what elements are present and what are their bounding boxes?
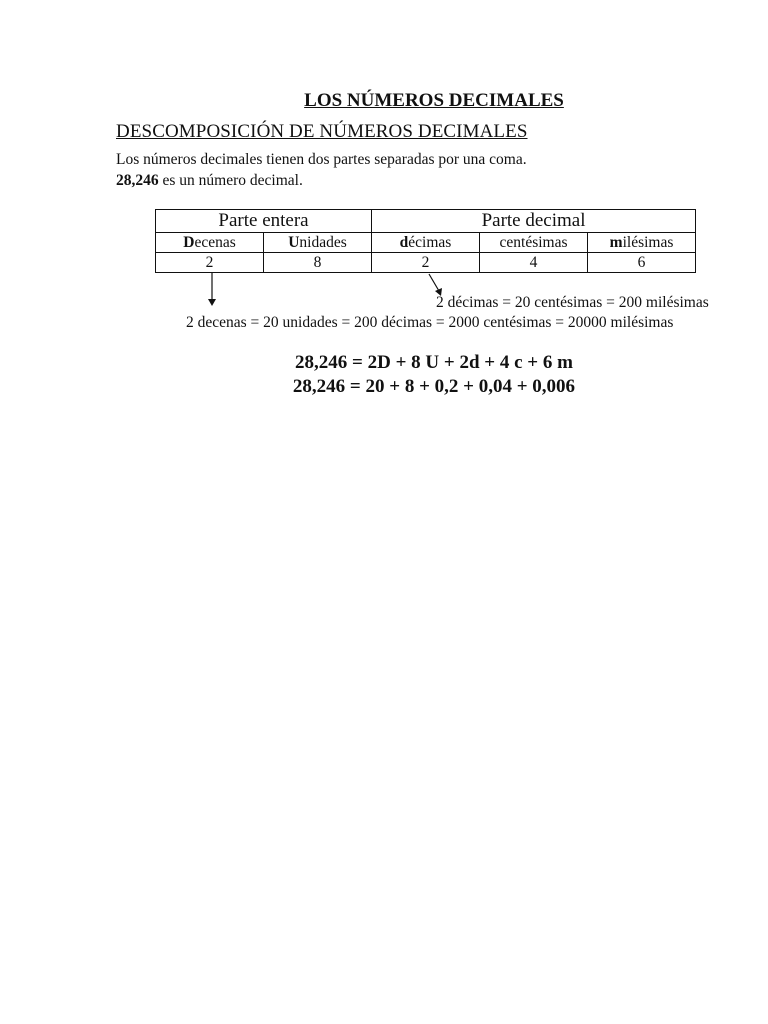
decomposition-equation-2: 28,246 = 20 + 8 + 0,2 + 0,04 + 0,006 bbox=[292, 376, 576, 397]
intro-paragraph: Los números decimales tienen dos partes separadas por una coma. bbox=[116, 151, 527, 168]
page-title: LOS NÚMEROS DECIMALES bbox=[304, 90, 564, 111]
header-unidades: Unidades bbox=[264, 233, 372, 253]
table-row bbox=[156, 253, 696, 273]
value-unidades: 8 bbox=[264, 253, 372, 273]
header-decimas: décimas bbox=[372, 233, 480, 253]
arrow-down-icon bbox=[207, 273, 217, 307]
table-group-row bbox=[156, 210, 696, 233]
table-header-row bbox=[156, 233, 696, 253]
example-text: es un número decimal. bbox=[158, 172, 303, 189]
group-parte-decimal: Parte decimal bbox=[372, 210, 696, 233]
header-centesimas: centésimas bbox=[480, 233, 588, 253]
place-value-table bbox=[155, 209, 696, 273]
example-paragraph bbox=[116, 172, 303, 190]
decenas-equivalence-note: 2 decenas = 20 unidades = 200 décimas = 2000 centésimas = 20000 milésimas bbox=[186, 314, 674, 331]
value-centesimas: 4 bbox=[480, 253, 588, 273]
header-milesimas: milésimas bbox=[588, 233, 696, 253]
value-decenas: 2 bbox=[156, 253, 264, 273]
decimas-equivalence-note: 2 décimas = 20 centésimas = 200 milésimas bbox=[436, 294, 709, 311]
decomposition-equation-1: 28,246 = 2D + 8 U + 2d + 4 c + 6 m bbox=[295, 352, 573, 373]
section-subtitle: DESCOMPOSICIÓN DE NÚMEROS DECIMALES bbox=[116, 121, 528, 142]
group-parte-entera: Parte entera bbox=[156, 210, 372, 233]
example-number: 28,246 bbox=[116, 172, 159, 189]
header-decenas: Decenas bbox=[156, 233, 264, 253]
value-decimas: 2 bbox=[372, 253, 480, 273]
value-milesimas: 6 bbox=[588, 253, 696, 273]
